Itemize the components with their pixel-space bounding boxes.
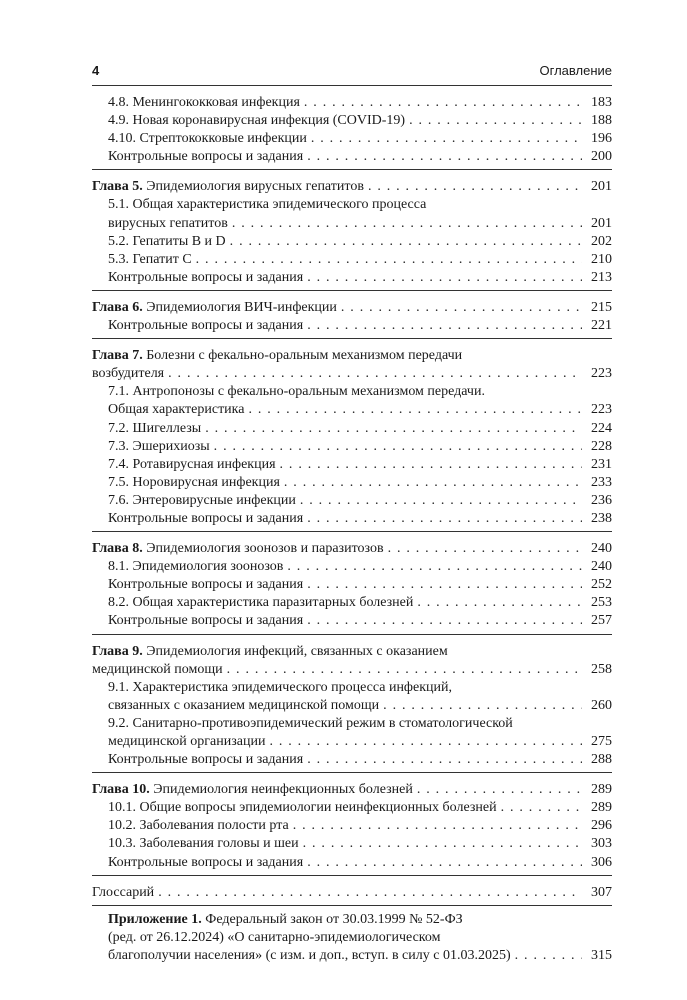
toc-block-glossary [92, 881, 612, 906]
dot-leader [307, 751, 582, 769]
toc-entry[interactable] [92, 233, 612, 251]
toc-block-appendix [92, 911, 612, 968]
dot-leader [307, 510, 582, 528]
dot-leader [307, 612, 582, 630]
toc-entry-title: Контрольные вопросы и задания [108, 318, 304, 334]
toc-entry[interactable] [92, 594, 612, 612]
toc-entry-page: 296 [591, 818, 612, 834]
dot-leader [388, 540, 582, 558]
dot-leader [280, 456, 582, 474]
toc-entry-page: 288 [591, 752, 612, 768]
toc-entry-title: Контрольные вопросы и задания [108, 854, 304, 870]
dot-leader [368, 178, 582, 196]
toc-entry-page: 289 [591, 800, 612, 816]
toc-block-chapter-6 [92, 296, 612, 339]
toc-entry-title: благополучии населения» (с изм. и доп., вступ. в силу с 01.03.2025) [108, 947, 511, 963]
toc-entry[interactable] [92, 215, 612, 233]
toc-entry-title: Глоссарий [92, 884, 155, 900]
chapter-label: Глава 5. [92, 179, 143, 195]
toc-entry-title: 10.1. Общие вопросы эпидемиологии неинфекционных болезней [108, 800, 497, 816]
toc-chapter-heading[interactable] [92, 540, 612, 558]
dot-leader [287, 558, 582, 576]
toc-entry-title: 7.5. Норовирусная инфекция [108, 474, 280, 490]
toc-entry[interactable] [92, 401, 612, 419]
chapter-title: Эпидемиология ВИЧ-инфекции [146, 299, 337, 315]
toc-appendix-line[interactable]: (ред. от 26.12.2024) «О санитарно-эпидемиологическом [108, 929, 441, 945]
toc-block-chapter-9 [92, 640, 612, 774]
dot-leader [307, 317, 582, 335]
toc-entry-page: 275 [591, 734, 612, 749]
chapter-label: Глава 8. [92, 541, 143, 557]
dot-leader [417, 781, 582, 799]
toc-chapter-heading[interactable] [92, 781, 612, 799]
toc-entry-title: медицинской организации [108, 734, 266, 749]
dot-leader [205, 420, 582, 438]
toc-entry[interactable] [92, 558, 612, 576]
toc-entry-line[interactable]: 7.1. Антропонозы с фекально-оральным механизмом передачи. [108, 384, 485, 400]
table-of-contents [92, 88, 612, 973]
toc-entry-page: 307 [591, 884, 612, 900]
toc-entry-page: 200 [591, 149, 612, 165]
toc-entry-title: 5.3. Гепатит C [108, 251, 192, 267]
toc-entry-title: Контрольные вопросы и задания [108, 149, 304, 165]
toc-entry-title: 8.2. Общая характеристика паразитарных болезней [108, 595, 414, 611]
toc-entry[interactable] [92, 510, 612, 528]
page-header [92, 63, 612, 81]
toc-entry[interactable] [92, 751, 612, 769]
dot-leader [168, 365, 582, 383]
toc-entry[interactable] [92, 148, 612, 166]
running-title: Оглавление [539, 63, 612, 78]
toc-entry-page: 224 [591, 420, 612, 436]
toc-entry-title: 10.3. Заболевания головы и шеи [108, 836, 299, 852]
dot-leader [214, 438, 582, 456]
toc-entry-page: 188 [591, 113, 612, 129]
toc-entry[interactable] [92, 420, 612, 438]
toc-entry[interactable] [92, 317, 612, 335]
chapter-label: Глава 7. [92, 348, 143, 364]
toc-chapter-heading[interactable] [92, 299, 612, 317]
toc-chapter-heading[interactable] [92, 661, 612, 679]
chapter-title: Болезни с фекально-оральным механизмом передачи [146, 348, 463, 364]
toc-block-chapter-10 [92, 778, 612, 875]
toc-entry-page: 236 [591, 492, 612, 508]
toc-entry-title: 5.2. Гепатиты B и D [108, 233, 226, 249]
toc-entry-glossary[interactable] [92, 884, 612, 902]
toc-entry[interactable] [92, 576, 612, 594]
toc-entry-line[interactable]: 9.2. Санитарно-противоэпидемический режим в стоматологической [108, 715, 513, 731]
toc-entry-page: 201 [591, 215, 612, 231]
chapter-title: Эпидемиология неинфекционных болезней [153, 782, 413, 798]
toc-entry[interactable] [92, 94, 612, 112]
dot-leader [232, 215, 582, 233]
toc-entry-title: 4.9. Новая коронавирусная инфекция (COVID-19) [108, 113, 406, 129]
toc-entry[interactable] [92, 817, 612, 835]
toc-entry[interactable] [92, 612, 612, 630]
chapter-title: Эпидемиология зоонозов и паразитозов [146, 541, 384, 557]
toc-entry-page: 260 [591, 697, 612, 713]
toc-entry-page: 240 [591, 541, 612, 557]
toc-entry-page: 210 [591, 251, 612, 267]
dot-leader [307, 269, 582, 287]
toc-entry-page: 183 [591, 95, 612, 110]
dot-leader [300, 492, 582, 510]
chapter-title-continued: возбудителя [92, 366, 165, 382]
toc-entry-title: Общая характеристика [108, 402, 245, 418]
toc-entry-title: 7.3. Эшерихиозы [108, 438, 210, 454]
toc-entry[interactable] [92, 835, 612, 853]
toc-entry-page: 252 [591, 577, 612, 593]
dot-leader [269, 733, 582, 751]
toc-entry-title: 8.1. Эпидемиология зоонозов [108, 559, 284, 575]
toc-entry-page: 233 [591, 474, 612, 490]
dot-leader [307, 854, 582, 872]
toc-entry-page: 289 [591, 782, 612, 798]
toc-entry-title: Контрольные вопросы и задания [108, 752, 304, 768]
toc-entry-page: 202 [591, 233, 612, 249]
dot-leader [196, 251, 582, 269]
toc-entry[interactable] [92, 697, 612, 715]
appendix-label: Приложение 1. [108, 911, 202, 927]
toc-entry[interactable] [92, 799, 612, 817]
toc-entry-page: 253 [591, 595, 612, 611]
toc-chapter-heading[interactable] [92, 365, 612, 383]
toc-entry-page: 223 [591, 402, 612, 418]
dot-leader [158, 884, 582, 902]
toc-entry-title: Контрольные вопросы и задания [108, 269, 304, 285]
toc-entry-page: 215 [591, 299, 612, 315]
toc-entry-line[interactable]: 5.1. Общая характеристика эпидемического процесса [108, 197, 427, 213]
toc-entry[interactable] [92, 492, 612, 510]
dot-leader [311, 130, 582, 148]
toc-chapter-heading-line[interactable] [92, 643, 612, 661]
toc-entry-title: 4.8. Менингококковая инфекция [108, 95, 300, 110]
toc-entry-page: 201 [591, 179, 612, 195]
toc-chapter-heading-line[interactable] [92, 347, 612, 365]
toc-entry-page: 228 [591, 438, 612, 454]
toc-entry[interactable] [92, 456, 612, 474]
dot-leader [409, 112, 582, 130]
toc-entry-page: 240 [591, 559, 612, 575]
toc-entry-title: Контрольные вопросы и задания [108, 613, 304, 629]
toc-block-chapter-7 [92, 344, 612, 532]
toc-entry-title: Контрольные вопросы и задания [108, 510, 304, 526]
dot-leader [417, 594, 582, 612]
dot-leader [284, 474, 582, 492]
toc-entry-title: вирусных гепатитов [108, 215, 228, 231]
toc-entry-page: 306 [591, 854, 612, 870]
toc-block-chapter-4-continued [92, 88, 612, 170]
toc-entry-page: 303 [591, 836, 612, 852]
toc-entry[interactable] [92, 733, 612, 751]
dot-leader [248, 401, 582, 419]
toc-entry[interactable] [92, 112, 612, 130]
toc-entry[interactable] [92, 269, 612, 287]
dot-leader [303, 835, 582, 853]
dot-leader [501, 799, 582, 817]
chapter-title: Эпидемиология вирусных гепатитов [146, 179, 364, 195]
toc-entry-page: 196 [591, 131, 612, 147]
dot-leader [515, 947, 582, 965]
toc-entry-title: 4.10. Стрептококковые инфекции [108, 131, 307, 147]
toc-block-chapter-5 [92, 175, 612, 291]
header-rule [92, 85, 612, 86]
toc-entry-line[interactable]: 9.1. Характеристика эпидемического процесса инфекций, [108, 679, 452, 695]
toc-entry-page: 221 [591, 318, 612, 334]
chapter-label: Глава 9. [92, 643, 143, 659]
toc-entry[interactable] [92, 438, 612, 456]
toc-entry-title: Контрольные вопросы и задания [108, 577, 304, 593]
toc-entry-title: 7.4. Ротавирусная инфекция [108, 456, 276, 472]
appendix-title: Федеральный закон от 30.03.1999 № 52-ФЗ [205, 911, 463, 927]
toc-entry[interactable] [92, 130, 612, 148]
toc-entry-page: 257 [591, 613, 612, 629]
dot-leader [341, 299, 582, 317]
chapter-title: Эпидемиология инфекций, связанных с оказанием [146, 643, 448, 659]
toc-entry-page: 223 [591, 366, 612, 382]
toc-entry-page: 258 [591, 661, 612, 677]
toc-entry-title: 10.2. Заболевания полости рта [108, 818, 289, 834]
chapter-title-continued: медицинской помощи [92, 661, 223, 677]
chapter-label: Глава 6. [92, 299, 143, 315]
dot-leader [293, 817, 582, 835]
toc-block-chapter-8 [92, 537, 612, 634]
toc-entry[interactable] [92, 947, 612, 965]
toc-entry-page: 213 [591, 269, 612, 285]
toc-entry-page: 231 [591, 456, 612, 472]
dot-leader [230, 233, 582, 251]
toc-entry[interactable] [92, 474, 612, 492]
toc-entry-page: 238 [591, 510, 612, 526]
toc-appendix-line[interactable] [92, 911, 612, 929]
dot-leader [227, 661, 582, 679]
toc-entry-page: 315 [591, 947, 612, 963]
toc-entry-title: 7.2. Шигеллезы [108, 420, 202, 436]
dot-leader [307, 576, 582, 594]
page-number: 4 [92, 63, 100, 78]
chapter-label: Глава 10. [92, 782, 150, 798]
toc-chapter-heading[interactable] [92, 178, 612, 196]
toc-entry-title: связанных с оказанием медицинской помощи [108, 697, 380, 713]
dot-leader [383, 697, 582, 715]
dot-leader [304, 94, 582, 112]
toc-entry[interactable] [92, 251, 612, 269]
toc-entry[interactable] [92, 854, 612, 872]
toc-entry-title: 7.6. Энтеровирусные инфекции [108, 492, 296, 508]
dot-leader [307, 148, 582, 166]
